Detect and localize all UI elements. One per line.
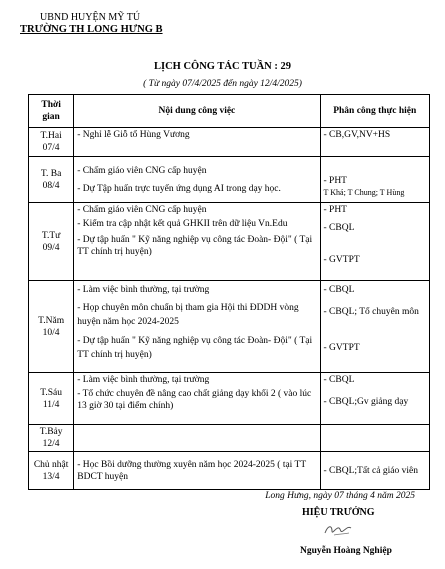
content-item: - Học Bồi dưỡng thường xuyên năm học 2024-2025 ( tại TT BDCT huyện (77, 459, 306, 482)
table-header-row (29, 95, 430, 128)
day-label: T.Tư (41, 230, 61, 241)
header-time: Thời gian (29, 95, 74, 128)
signing-place: Long Hưng (265, 491, 309, 501)
day-cell (29, 452, 74, 490)
content-cell (74, 281, 320, 373)
signer-name: Nguyễn Hoàng Nghiệp (300, 546, 392, 556)
content-item: - Nghỉ lễ Giỗ tổ Hùng Vương (77, 130, 190, 140)
day-date: 12/4 (42, 439, 60, 449)
signature-image (322, 519, 362, 546)
assign-item: - CBQL; Tổ chuyên môn (323, 307, 419, 317)
day-date: 07/4 (42, 143, 60, 153)
day-label: T. Ba (40, 168, 62, 179)
assign-cell (320, 203, 430, 281)
assign-item: - CBQL (323, 285, 355, 295)
day-date: 13/4 (42, 471, 60, 482)
table-row (29, 281, 430, 373)
day-date: 08/4 (42, 180, 60, 191)
day-date: 11/4 (42, 399, 60, 410)
content-item: - Làm việc bình thường, tại trường (77, 285, 210, 295)
table-row (29, 373, 430, 425)
content-cell (74, 203, 320, 281)
assign-item: - CBQL (323, 223, 355, 233)
content-item: - Họp chuyên môn chuẩn bị tham gia Hội thi ĐDDH vòng huyện năm học 2024-2025 (77, 303, 299, 327)
content-cell (74, 425, 320, 452)
assign-cell (320, 373, 430, 425)
assign-item: - CBQL (323, 375, 355, 385)
content-item: - Làm việc bình thường, tại trường (77, 375, 210, 385)
signer-role: HIỆU TRƯỞNG (302, 507, 375, 518)
schedule-table (28, 94, 430, 490)
header-content: Nội dung công việc (74, 95, 320, 128)
assign-item: - GVTPT (323, 343, 360, 353)
content-item: - Dự tập huấn " Kỹ năng nghiệp vụ công tác Đoàn- Đội" ( Tại TT chính trị huyện) (77, 235, 313, 257)
day-label: T.Bảy (39, 427, 63, 437)
content-cell (74, 128, 320, 157)
signing-date (265, 491, 415, 501)
assign-cell (320, 452, 430, 490)
day-label: Chủ nhật (33, 459, 69, 470)
day-cell (29, 281, 74, 373)
content-cell (74, 157, 320, 203)
content-item: - Kiểm tra cập nhật kết quả GHKII trên dữ liệu Vn.Edu (77, 219, 288, 229)
day-cell (29, 203, 74, 281)
table-row (29, 128, 430, 157)
table-row (29, 425, 430, 452)
content-item: - Tổ chức chuyên đề nâng cao chất giảng dạy khối 2 ( vào lúc 13 giờ 30 tại điểm chính) (77, 389, 312, 411)
day-date: 10/4 (42, 327, 60, 338)
org-name: UBND HUYỆN MỸ TÚ (40, 12, 141, 23)
content-item: - Chấm giáo viên CNG cấp huyện (77, 166, 207, 176)
content-item: - Dự tập huấn " Kỹ năng nghiệp vụ công tác Đoàn- Đội" ( Tại TT chính trị huyện) (77, 336, 313, 360)
table-row (29, 452, 430, 490)
content-item: - Dự Tập huấn trực tuyến ứng dụng AI trong dạy học. (77, 184, 281, 194)
day-label: T.Sáu (40, 387, 62, 398)
assign-item: T Khá; T Chung; T Hùng (323, 188, 405, 197)
assign-item: - CBQL;Tất cả giáo viên (323, 465, 418, 476)
day-label: T.Năm (38, 315, 65, 326)
signing-date-text: , ngày 07 tháng 4 năm 2025 (308, 491, 415, 501)
table-row (29, 203, 430, 281)
page-subtitle: ( Từ ngày 07/4/2025 đến ngày 12/4/2025) (143, 79, 302, 89)
assign-item: - CB,GV,NV+HS (323, 130, 391, 140)
content-cell (74, 452, 320, 490)
assign-item: - PHT (323, 176, 347, 186)
day-cell (29, 425, 74, 452)
assign-cell (320, 425, 430, 452)
table-row (29, 157, 430, 203)
day-date: 09/4 (42, 242, 60, 253)
school-name (20, 24, 163, 35)
day-label: T.Hai (40, 131, 62, 141)
assign-item: - GVTPT (323, 255, 360, 265)
assign-item: - CBQL;Gv giảng dạy (323, 397, 409, 407)
day-cell (29, 373, 74, 425)
header-assign: Phân công thực hiện (320, 95, 430, 128)
assign-cell (320, 157, 430, 203)
school-name-text: TRƯỜNG TH LONG HƯNG B (20, 24, 163, 35)
assign-item: - PHT (323, 205, 347, 215)
page-title: LỊCH CÔNG TÁC TUẦN : 29 (153, 61, 291, 72)
assign-cell (320, 128, 430, 157)
day-cell (29, 157, 74, 203)
content-item: - Chấm giáo viên CNG cấp huyện (77, 205, 207, 215)
content-cell (74, 373, 320, 425)
day-cell (29, 128, 74, 157)
assign-cell (320, 281, 430, 373)
